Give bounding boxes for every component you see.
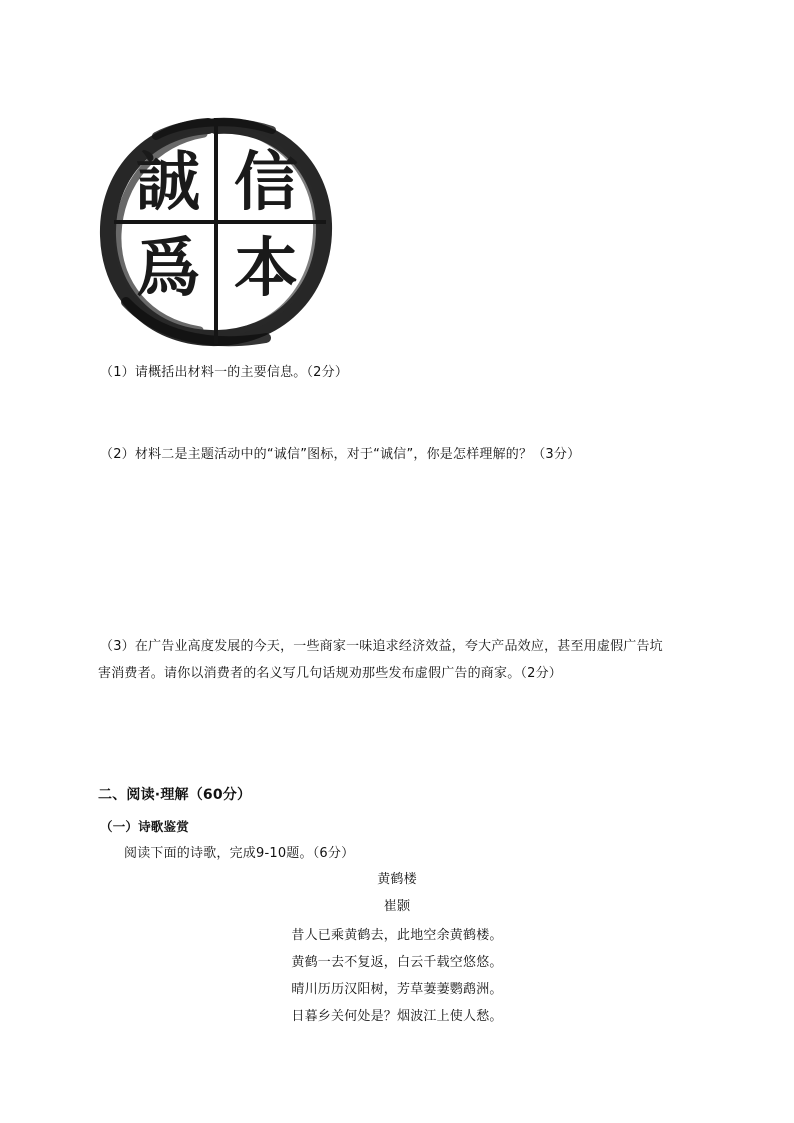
emblem-char-xin: 信: [234, 145, 298, 220]
poem-author: 崔颢: [383, 899, 411, 914]
poem-title: 黄鹤楼: [377, 872, 417, 887]
poem-line: 日暮乡关何处是？烟波江上使人愁。: [291, 1009, 503, 1024]
poem-line: 晴川历历汉阳树，芳草萋萋鹦鹉洲。: [291, 982, 503, 997]
reading-instruction: 阅读下面的诗歌，完成9-10题。（6分）: [124, 846, 355, 861]
question-3-line-2: 害消费者。请你以消费者的名义写几句话规劝那些发布虚假广告的商家。（2分）: [98, 666, 562, 681]
question-2: （2）材料二是主题活动中的“诚信”图标，对于“诚信”，你是怎样理解的？（3分）: [100, 447, 581, 462]
emblem-char-cheng: 誠: [136, 145, 200, 220]
question-3-line-1: （3）在广告业高度发展的今天，一些商家一味追求经济效益，夸大产品效应，甚至用虚假广告坑: [100, 639, 663, 654]
question-1: （1）请概括出材料一的主要信息。（2分）: [100, 365, 349, 380]
emblem-char-ben: 本: [234, 231, 298, 306]
sub-section-heading: （一）诗歌鉴赏: [100, 819, 189, 834]
integrity-emblem: [96, 112, 336, 350]
poem-line: 黄鹤一去不复返，白云千载空悠悠。: [291, 955, 503, 970]
poem-line: 昔人已乘黄鹤去，此地空余黄鹤楼。: [291, 928, 503, 943]
emblem-char-wei: 爲: [136, 231, 200, 306]
section-heading: 二、阅读·理解（60分）: [98, 787, 252, 803]
